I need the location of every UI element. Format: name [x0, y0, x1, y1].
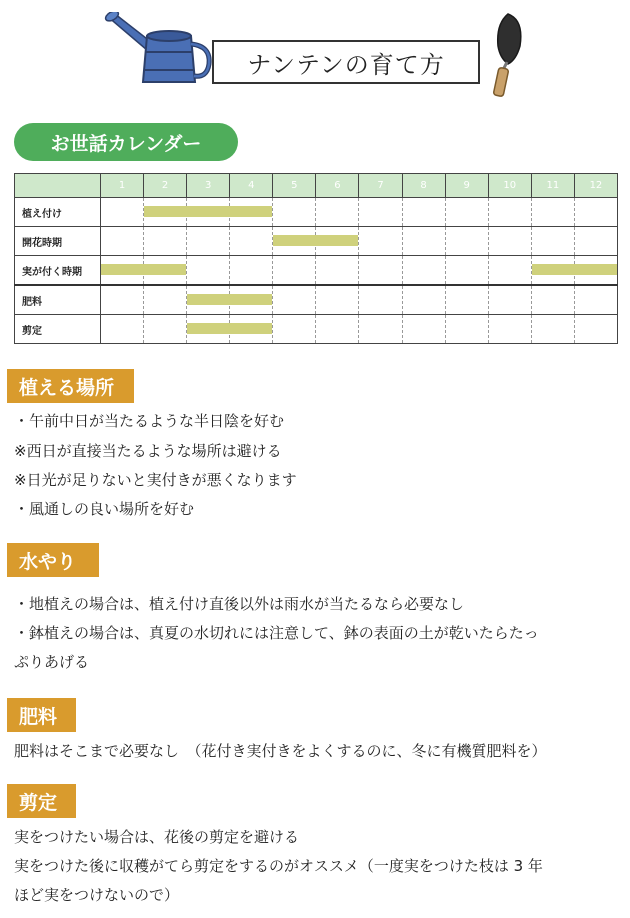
calendar-bar — [229, 294, 272, 305]
calendar-cell — [445, 256, 488, 286]
month-header: 9 — [445, 174, 488, 198]
calendar-row — [15, 256, 618, 286]
calendar-cell — [273, 256, 316, 286]
calendar-bar — [187, 323, 229, 334]
water-line: ・地植えの場合は、植え付け直後以外は雨水が当たるなら必要なし — [14, 595, 465, 613]
section-heading-water: 水やり — [7, 543, 99, 577]
calendar-heading: お世話カレンダー — [14, 123, 238, 161]
section-heading-fertilizer: 肥料 — [7, 698, 76, 732]
calendar-cell — [488, 285, 531, 315]
calendar-cell — [230, 256, 273, 286]
calendar-bar — [574, 264, 617, 275]
calendar-bar — [186, 206, 229, 217]
calendar-cell — [187, 285, 230, 315]
calendar-cell — [230, 285, 273, 315]
calendar-bar — [315, 235, 358, 246]
calendar-cell — [574, 256, 617, 286]
calendar-cell — [402, 198, 445, 227]
calendar-row-label: 肥料 — [15, 285, 101, 315]
calendar-cell — [574, 315, 617, 344]
place-line: ※日光が足りないと実付きが悪くなります — [14, 471, 297, 489]
month-header: 5 — [273, 174, 316, 198]
calendar-cell — [359, 285, 402, 315]
month-header: 4 — [230, 174, 273, 198]
calendar-cell — [359, 315, 402, 344]
calendar-cell — [359, 198, 402, 227]
calendar-cell — [144, 285, 187, 315]
calendar-bar — [187, 294, 229, 305]
calendar-cell — [101, 285, 144, 315]
month-header: 6 — [316, 174, 359, 198]
calendar-cell — [445, 198, 488, 227]
section-heading-place: 植える場所 — [7, 369, 134, 403]
calendar-cell — [359, 227, 402, 256]
calendar-cell — [101, 227, 144, 256]
calendar-cell — [144, 256, 187, 286]
watering-can-icon — [103, 12, 218, 90]
calendar-cell — [531, 227, 574, 256]
fertilizer-line: 肥料はそこまで必要なし （花付き実付きをよくするのに、冬に有機質肥料を） — [14, 742, 547, 760]
calendar-cell — [531, 285, 574, 315]
calendar-bar — [229, 323, 272, 334]
calendar-cell — [316, 285, 359, 315]
calendar-cell — [316, 256, 359, 286]
calendar-cell — [531, 315, 574, 344]
calendar-bar — [273, 235, 315, 246]
calendar-bar — [144, 206, 186, 217]
calendar-cell — [445, 285, 488, 315]
month-header: 11 — [531, 174, 574, 198]
title-box — [212, 40, 480, 84]
calendar-row — [15, 227, 618, 256]
calendar-cell — [101, 256, 144, 286]
calendar-cell — [488, 315, 531, 344]
page-title: ナンテンの育て方 — [247, 50, 445, 79]
calendar-cell — [316, 227, 359, 256]
trowel-icon — [478, 12, 528, 98]
calendar-cell — [402, 315, 445, 344]
calendar-cell — [230, 198, 273, 227]
month-header: 2 — [144, 174, 187, 198]
care-calendar — [14, 173, 618, 344]
month-header: 12 — [574, 174, 617, 198]
calendar-row — [15, 315, 618, 344]
calendar-cell — [273, 315, 316, 344]
calendar-row-label: 剪定 — [15, 315, 101, 344]
calendar-bar — [229, 206, 272, 217]
calendar-cell — [488, 227, 531, 256]
calendar-cell — [101, 198, 144, 227]
calendar-cell — [531, 256, 574, 286]
calendar-cell — [316, 198, 359, 227]
calendar-bar — [101, 264, 143, 275]
month-header: 8 — [402, 174, 445, 198]
month-header: 10 — [488, 174, 531, 198]
pruning-line: 実をつけた後に収穫がてら剪定をするのがオススメ（一度実をつけた枝は 3 年 — [14, 857, 543, 875]
calendar-bar — [532, 264, 574, 275]
calendar-cell — [488, 198, 531, 227]
calendar-cell — [144, 227, 187, 256]
calendar-row-label: 実が付く時期 — [15, 256, 101, 286]
calendar-cell — [187, 256, 230, 286]
title-banner — [0, 0, 630, 100]
calendar-cell — [402, 227, 445, 256]
place-line: ・風通しの良い場所を好む — [14, 500, 195, 518]
calendar-cell — [574, 227, 617, 256]
calendar-cell — [359, 256, 402, 286]
calendar-cell — [445, 227, 488, 256]
water-line: ぷりあげる — [14, 653, 90, 671]
calendar-cell — [101, 315, 144, 344]
pruning-line: 実をつけたい場合は、花後の剪定を避ける — [14, 828, 300, 846]
calendar-cell — [316, 315, 359, 344]
calendar-cell — [402, 285, 445, 315]
section-heading-pruning: 剪定 — [7, 784, 76, 818]
calendar-cell — [230, 315, 273, 344]
calendar-bar — [143, 264, 186, 275]
calendar-corner — [15, 174, 101, 198]
calendar-cell — [187, 227, 230, 256]
calendar-cell — [574, 198, 617, 227]
calendar-cell — [273, 227, 316, 256]
calendar-cell — [273, 285, 316, 315]
calendar-cell — [187, 198, 230, 227]
water-line: ・鉢植えの場合は、真夏の水切れには注意して、鉢の表面の土が乾いたらたっ — [14, 624, 539, 642]
calendar-cell — [574, 285, 617, 315]
calendar-row — [15, 198, 618, 227]
calendar-cell — [144, 315, 187, 344]
calendar-row-label: 開花時期 — [15, 227, 101, 256]
place-line: ※西日が直接当たるような場所は避ける — [14, 442, 282, 460]
calendar-cell — [187, 315, 230, 344]
calendar-cell — [230, 227, 273, 256]
calendar-cell — [445, 315, 488, 344]
month-header: 7 — [359, 174, 402, 198]
calendar-cell — [402, 256, 445, 286]
calendar-cell — [273, 198, 316, 227]
calendar-cell — [144, 198, 187, 227]
pruning-line: ほど実をつけないので） — [14, 886, 180, 904]
calendar-row — [15, 285, 618, 315]
month-header: 1 — [101, 174, 144, 198]
calendar-cell — [488, 256, 531, 286]
place-line: ・午前中日が当たるような半日陰を好む — [14, 412, 285, 430]
month-header: 3 — [187, 174, 230, 198]
calendar-cell — [531, 198, 574, 227]
calendar-row-label: 植え付け — [15, 198, 101, 227]
month-header-row — [15, 174, 618, 198]
